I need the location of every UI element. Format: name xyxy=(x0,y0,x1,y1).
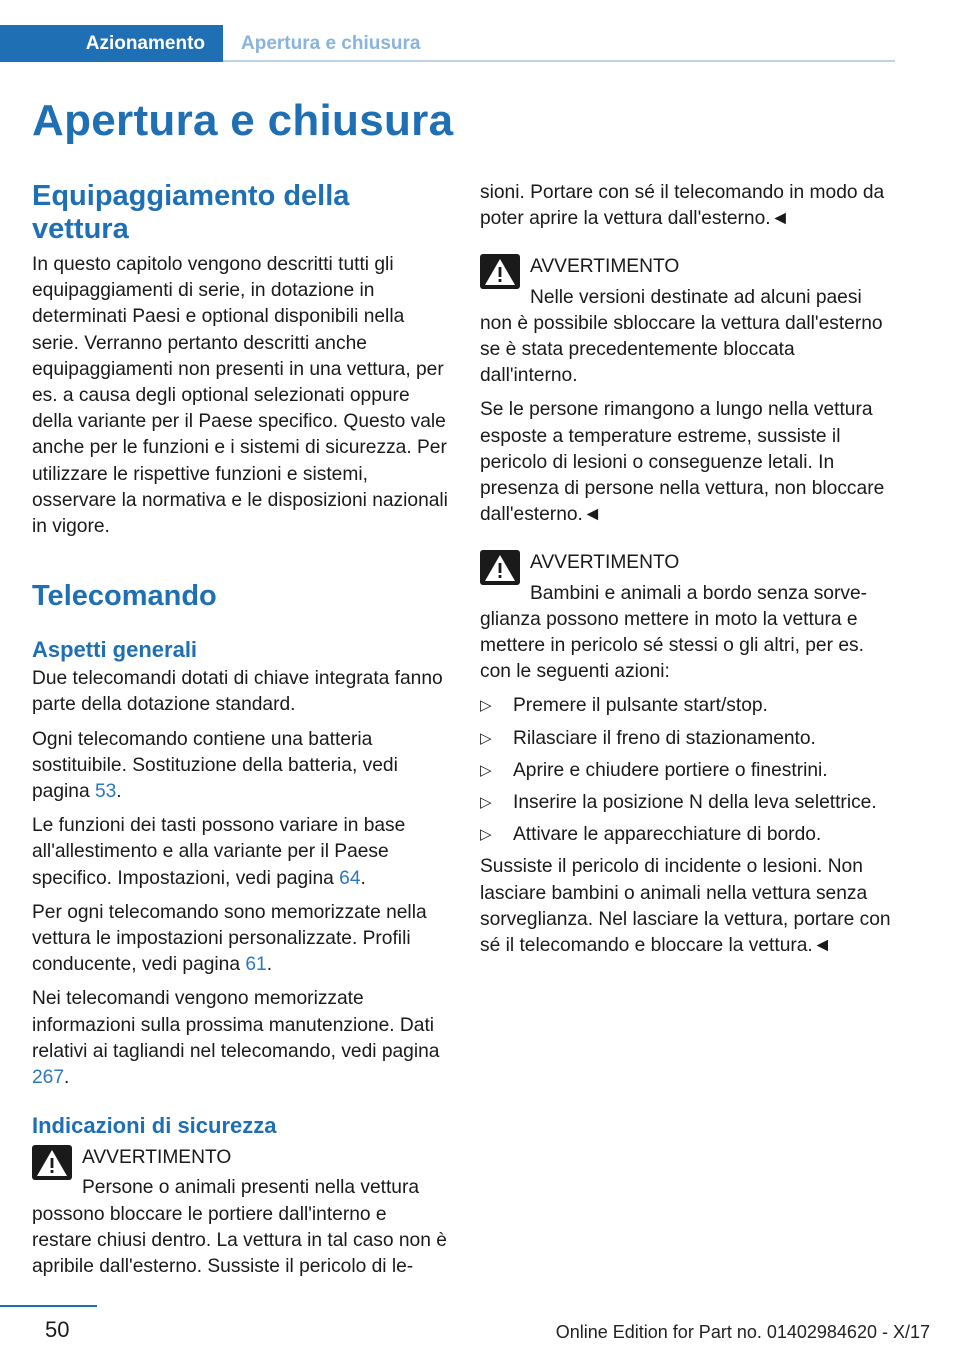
equipment-heading: Equipaggiamento della vettura xyxy=(32,180,350,245)
warning-3-title: AVVERTIMENTO xyxy=(530,552,680,574)
warning-2-paragraph-2: Se le persone rimangono a lungo nella vettura esposte a temperature estreme, sussiste il pericolo di lesioni o conseguenze letali. In presenza di persone nella vettura, non bloccare dall'esterno.◄ xyxy=(480,399,885,526)
warning-triangle-icon xyxy=(480,254,520,289)
page-header xyxy=(0,25,895,63)
equipment-text: In questo capitolo vengono descritti tutti gli equipaggiamenti di serie, in dotazione in determinati Paesi e optional disponibili nella serie. Verranno pertanto descritti anche equipaggiamenti non presenti in una vettura, per es. a causa degli optional selezionati oppure della variante per il Paese specifico. Questo vale anche per le funzioni e i sistemi di sicurezza. Per utilizzare le rispettive funzioni e sistemi, osservare la normativa e le disposizioni nazionali in vigore. xyxy=(32,254,448,538)
triangle-bullet-icon: ▷ xyxy=(480,794,492,812)
header-rule xyxy=(223,60,895,62)
warning-3-text: Bambini e animali a bordo senza sorve- glianza possono mettere in moto la vettura e mettere in pericolo sé stessi o gli altri, per es. con le seguenti azioni: xyxy=(480,582,868,683)
warning-block-3 xyxy=(480,550,896,685)
header-section-tab: Azionamento xyxy=(0,25,223,62)
safety-heading: Indicazioni di sicurezza xyxy=(32,1113,277,1139)
header-subsection-tab: Apertura e chiusura xyxy=(241,33,421,54)
continued-text: sioni. Portare con sé il telecomando in modo da poter aprire la vettura dall'esterno.◄ xyxy=(480,182,885,230)
footer-rule xyxy=(0,1305,97,1307)
warning-triangle-icon xyxy=(480,550,520,585)
warning-3-paragraph-2: Sussiste il pericolo di incidente o lesioni. Non lasciare bambini o animali nella vettura senza sorveglianza. Nel lasciare la vettura, portare con sé il telecomando e bloccare la vettura.◄ xyxy=(480,856,891,957)
right-column xyxy=(480,180,896,967)
warning-1-title: AVVERTIMENTO xyxy=(82,1147,232,1169)
triangle-bullet-icon: ▷ xyxy=(480,761,492,779)
action-list xyxy=(480,693,896,848)
list-item: ▷ Inserire la posizione N della leva selettrice. xyxy=(480,790,896,816)
edition-note: Online Edition for Part no. 01402984620 - X/17 xyxy=(555,1322,930,1342)
triangle-bullet-icon: ▷ xyxy=(480,826,492,844)
triangle-bullet-icon: ▷ xyxy=(480,697,492,715)
warning-triangle-icon xyxy=(32,1145,72,1180)
warning-1-text: Persone o animali presenti nella vettura possono bloccare le portiere dall'interno e restare chiusi dentro. La vettura in tal caso non è apribile dall'esterno. Sussiste il pericolo di le- xyxy=(32,1177,447,1278)
page-link-64[interactable]: 64 xyxy=(339,867,361,889)
general-paragraph-5: Nei telecomandi vengono memorizzate informazioni sulla prossima manutenzione. Dati relativi ai tagliandi nel telecomando, vedi pagina 267. xyxy=(32,988,440,1089)
warning-block-2 xyxy=(480,254,896,389)
remote-heading: Telecomando xyxy=(32,580,217,613)
triangle-bullet-icon: ▷ xyxy=(480,729,492,747)
general-paragraph-3: Le funzioni dei tasti possono variare in base all'allestimento e alla variante per il Paese specifico. Impostazioni, vedi pagina 64. xyxy=(32,815,406,889)
list-item: ▷ Premere il pulsante start/stop. xyxy=(480,693,896,719)
warning-2-text: Nelle versioni destinate ad alcuni paesi non è possibile sbloccare la vettura dall'esterno se è stata precedentemente bloccata dall'interno. xyxy=(480,286,883,387)
general-paragraph-1: Due telecomandi dotati di chiave integrata fanno parte della dotazione standard. xyxy=(32,668,443,716)
left-column xyxy=(32,180,448,1288)
warning-2-title: AVVERTIMENTO xyxy=(530,256,680,278)
general-paragraph-2: Ogni telecomando contiene una batteria sostituibile. Sostituzione della batteria, vedi pagina 53. xyxy=(32,728,398,803)
list-item: ▷ Attivare le apparecchiature di bordo. xyxy=(480,822,896,848)
general-heading: Aspetti generali xyxy=(32,637,198,663)
page-link-267[interactable]: 267 xyxy=(32,1067,65,1089)
list-item: ▷ Aprire e chiudere portiere o finestrini. xyxy=(480,758,896,784)
page-link-61[interactable]: 61 xyxy=(245,954,267,976)
list-item: ▷ Rilasciare il freno di stazionamento. xyxy=(480,726,896,752)
warning-block-1 xyxy=(32,1145,448,1280)
page-link-53[interactable]: 53 xyxy=(94,781,117,803)
page-title: Apertura e chiusura xyxy=(32,96,454,145)
page-number: 50 xyxy=(45,1317,70,1342)
general-paragraph-4: Per ogni telecomando sono memorizzate nella vettura le impostazioni personalizzate. Profili conducente, vedi pagina 61. xyxy=(32,901,427,976)
